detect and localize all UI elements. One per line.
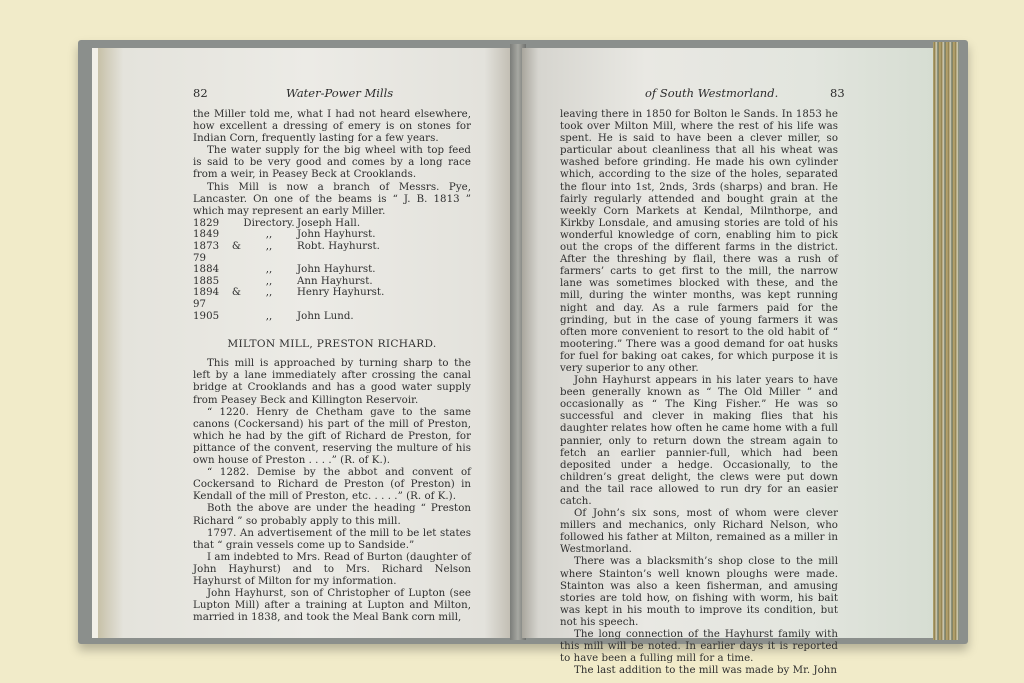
paragraph: the Miller told me, what I had not heard elsewhere, how excellent a dressing of emery is on stones for Indian Corn, frequently lasting for a few years. [193, 109, 471, 145]
paragraph: “ 1282. Demise by the abbot and convent of Cockersand to Richard de Preston (of Preston) in Kendall of the mill of Preston, etc. . . . .” (R. of K.). [193, 467, 471, 503]
miller-directory-table [193, 218, 384, 322]
paragraph: leaving there in 1850 for Bolton le Sands. In 1853 he took over Milton Mill, where the rest of his life was spent. He is said to have been a clever miller, so particular about cleanliness that all his wheat was washed before grinding. He made his own cylinder which, according to the size of the holes, separated the flour into 1st, 2nds, 3rds (sharps) and bran. He fairly regularly attended and bought grain at the weekly Corn Markets at Kendal, Milnthorpe, and Kirkby Lonsdale, and amusing stories are told of his wonderful knowledge of corn, enabling him to pick out the crops of the different farms in the district. After the threshing by flail, there was a rush of farmers’ carts to get first to the mill, the narrow lane was sometimes blocked with these, and the mill, during the winter months, was kept running night and day. As a rule farmers paid for the grinding, but in the case of young farmers it was often more convenient to resort to the old habit of “ mootering.” There was a good demand for oat husks for fuel for baking oat cakes, for which purpose it is very superior to any other. [560, 109, 838, 374]
directory-row [193, 287, 384, 310]
directory-year: 1894 & 97 [193, 287, 241, 310]
directory-ditto: ,, [265, 310, 273, 322]
directory-row [193, 229, 384, 241]
paragraph: I am indebted to Mrs. Read of Burton (daughter of John Hayhurst) and to Mrs. Richard Nelson Hayhurst of Milton for my information. [193, 551, 471, 587]
directory-name: John Hayhurst. [297, 264, 376, 276]
directory-row [193, 218, 384, 230]
directory-year: 1884 [193, 264, 220, 276]
directory-year: 1849 [193, 229, 220, 241]
directory-name: Ann Hayhurst. [297, 275, 373, 287]
directory-year: 1885 [193, 275, 220, 287]
directory-row [193, 241, 384, 264]
directory-name: Henry Hayhurst. [297, 287, 385, 299]
directory-ditto: ,, [265, 264, 273, 276]
directory-ditto: ,, [265, 287, 273, 299]
directory-row [193, 276, 384, 288]
left-body-text [193, 109, 471, 624]
directory-name: John Lund. [297, 310, 354, 322]
directory-ditto: Directory. [243, 217, 295, 229]
directory-row [193, 311, 384, 323]
paragraph: 1797. An advertisement of the mill to be let states that “ grain vessels come up to Sandside.” [193, 527, 471, 551]
right-page-number: 83 [830, 86, 845, 100]
right-running-head: of South Westmorland. [645, 86, 779, 100]
paragraph: Of John’s six sons, most of whom were clever millers and mechanics, only Richard Nelson, who followed his father at Milton, remained as a miller in Westmorland. [560, 508, 838, 556]
directory-row [193, 264, 384, 276]
directory-name: John Hayhurst. [297, 229, 376, 241]
paragraph: John Hayhurst, son of Christopher of Lupton (see Lupton Mill) after a training at Lupton and Milton, married in 1838, and took the Meal Bank corn mill, [193, 588, 471, 624]
directory-ditto: ,, [265, 241, 273, 253]
paragraph: This mill is approached by turning sharp to the left by a lane immediately after crossing the canal bridge at Crooklands and has a good water supply from Peasey Beck and Killington Reservoir. [193, 358, 471, 406]
directory-year: 1829 [193, 217, 220, 229]
paragraph: This Mill is now a branch of Messrs. Pye, Lancaster. On one of the beams is “ J. B. 1813 ” which may represent an early Miller. [193, 181, 471, 217]
directory-year: 1905 [193, 310, 220, 322]
page-edges [933, 42, 959, 640]
right-body-text [560, 109, 838, 677]
paragraph: The long connection of the Hayhurst family with this mill will be noted. In earlier days it is reported to have been a fulling mill for a time. [560, 629, 838, 665]
paragraph: Both the above are under the heading “ Preston Richard ” so probably apply to this mill. [193, 503, 471, 527]
directory-year: 1873 & 79 [193, 241, 241, 264]
left-running-head: Water-Power Mills [286, 86, 394, 100]
directory-ditto: ,, [265, 229, 273, 241]
directory-name: Joseph Hall. [297, 217, 361, 229]
paragraph: The last addition to the mill was made by Mr. John [574, 665, 838, 677]
paragraph: There was a blacksmith’s shop close to the mill where Stainton’s well known ploughs were made. Stainton was also a keen fisherman, and amusing stories are told how, on fishing with worm, his bait was kept in his mouth to improve its condition, but not his speech. [560, 556, 838, 628]
directory-name: Robt. Hayhurst. [297, 241, 380, 253]
directory-ditto: ,, [265, 275, 273, 287]
left-page-number: 82 [193, 86, 208, 100]
section-heading: MILTON MILL, PRESTON RICHARD. [227, 338, 437, 351]
paragraph: The water supply for the big wheel with top feed is said to be very good and comes by a long race from a weir, in Peasey Beck at Crooklands. [193, 145, 471, 181]
paragraph: John Hayhurst appears in his later years to have been generally known as “ The Old Miller ” and occasionally as “ The King Fisher.” He was so successful and clever in making flies that his daughter relates how often he came home with a full pannier, only to return down the stream again to fetch an earlier pannier-full, which had been deposited under a hedge. Occasionally, to the children’s great delight, the clews were put down and the tail race allowed to run dry for an easier catch. [560, 375, 838, 507]
paragraph: “ 1220. Henry de Chetham gave to the same canons (Cockersand) his part of the mill of Preston, which he had by the gift of Richard de Preston, for pittance of the convent, reserving the multure of his own house of Preston . . . .” (R. of K.). [193, 406, 471, 467]
